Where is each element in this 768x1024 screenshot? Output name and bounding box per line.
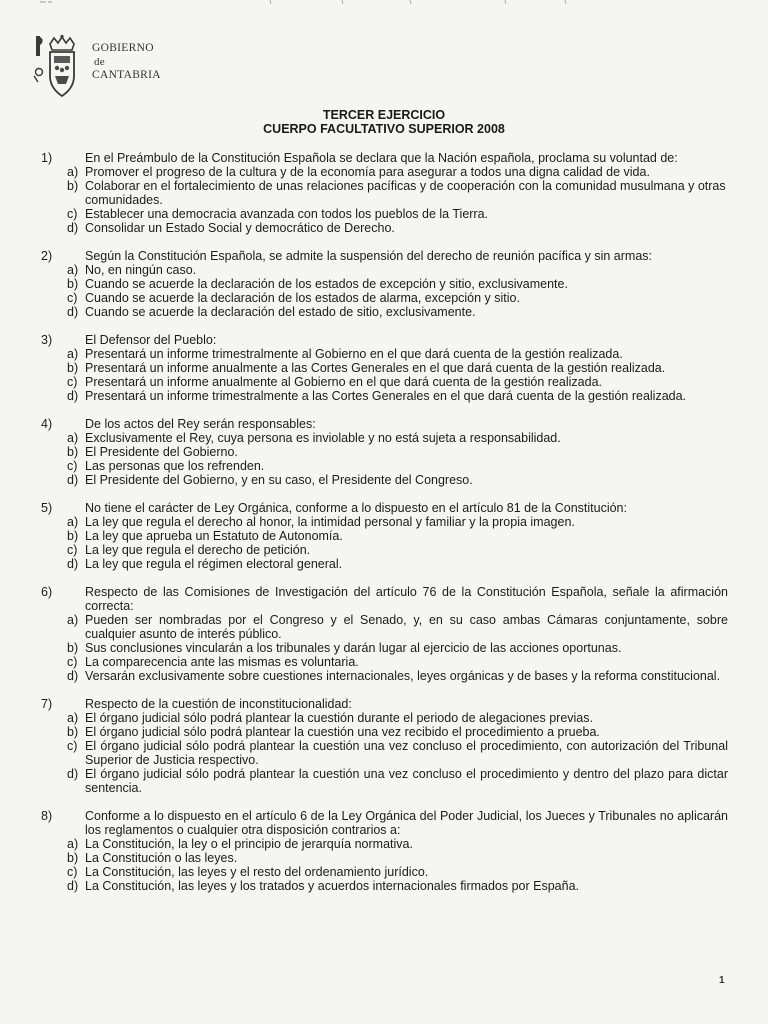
answer-option	[0, 305, 728, 319]
option-letter: c)	[67, 543, 78, 557]
question-item	[0, 151, 768, 235]
option-text: Pueden ser nombradas por el Congreso y el Senado, y, en su caso ambas Cámaras conjuntamente, sobre cualquier asunto de interés público.	[85, 613, 728, 641]
page-subtitle: CUERPO FACULTATIVO SUPERIOR 2008	[263, 122, 505, 136]
option-text: Presentará un informe trimestralmente al Gobierno en el que dará cuenta de la gestión realizada.	[85, 347, 623, 361]
option-text: Consolidar un Estado Social y democrático de Derecho.	[85, 221, 395, 235]
option-text: La ley que regula el derecho de petición.	[85, 543, 311, 557]
option-letter: d)	[67, 305, 79, 319]
answer-option	[0, 389, 728, 403]
option-letter: c)	[67, 739, 78, 753]
question-text: Respecto de las Comisiones de Investigación del artículo 76 de la Constitución Española, señale la afirmación correcta:	[85, 585, 728, 613]
answer-option	[0, 837, 728, 851]
answer-option	[0, 277, 728, 291]
option-letter: a)	[67, 711, 79, 725]
org-line-3: CANTABRIA	[92, 69, 161, 81]
option-letter: a)	[67, 347, 79, 361]
option-letter: b)	[67, 179, 79, 193]
question-text: No tiene el carácter de Ley Orgánica, conforme a lo dispuesto en el artículo 81 de la Constitución:	[85, 501, 627, 515]
page-number: 1	[719, 975, 725, 986]
answer-option	[0, 263, 728, 277]
answer-option	[0, 221, 728, 235]
answer-option	[0, 655, 728, 669]
option-text: Cuando se acuerde la declaración de los estados de alarma, excepción y sitio.	[85, 291, 520, 305]
scan-edge-marks	[0, 0, 768, 8]
option-letter: d)	[67, 557, 79, 571]
option-text: Colaborar en el fortalecimiento de unas relaciones pacíficas y de cooperación con la comunidad musulmana y otras comunidades.	[85, 179, 726, 207]
option-text: Exclusivamente el Rey, cuya persona es inviolable y no está sujeta a responsabilidad.	[85, 431, 561, 445]
option-letter: d)	[67, 389, 79, 403]
question-text: De los actos del Rey serán responsables:	[85, 417, 316, 431]
answer-option	[0, 767, 728, 795]
answer-option	[0, 529, 728, 543]
option-text: El Presidente del Gobierno.	[85, 445, 238, 459]
option-letter: b)	[67, 277, 79, 291]
answer-option	[0, 669, 728, 683]
option-text: La comparecencia ante las mismas es voluntaria.	[85, 655, 359, 669]
option-text: El órgano judicial sólo podrá plantear la cuestión una vez concluso el procedimiento y dentro del plazo para dictar sentencia.	[85, 767, 728, 795]
answer-option	[0, 851, 728, 865]
option-letter: c)	[67, 865, 78, 879]
answer-option	[0, 473, 728, 487]
option-text: Cuando se acuerde la declaración de los estados de excepción y sitio, exclusivamente.	[85, 277, 568, 291]
answer-option	[0, 515, 728, 529]
option-letter: b)	[67, 641, 79, 655]
question-number: 5)	[41, 501, 53, 515]
option-text: La ley que aprueba un Estatuto de Autonomía.	[85, 529, 343, 543]
answer-option	[0, 207, 728, 221]
option-letter: a)	[67, 263, 79, 277]
option-letter: d)	[67, 767, 79, 781]
option-text: Presentará un informe trimestralmente a las Cortes Generales en el que dará cuenta de la gestión realizada.	[85, 389, 687, 403]
question-item	[0, 417, 768, 487]
question-number: 2)	[41, 249, 53, 263]
organization-name	[92, 42, 161, 83]
question-text: El Defensor del Pueblo:	[85, 333, 217, 347]
answer-option	[0, 179, 728, 207]
option-text: El órgano judicial sólo podrá plantear la cuestión durante el periodo de alegaciones previas.	[85, 711, 593, 725]
option-letter: c)	[67, 655, 78, 669]
option-letter: c)	[67, 291, 78, 305]
option-text: La Constitución o las leyes.	[85, 851, 238, 865]
answer-option	[0, 739, 728, 767]
option-text: Cuando se acuerde la declaración del estado de sitio, exclusivamente.	[85, 305, 476, 319]
option-letter: a)	[67, 165, 79, 179]
question-number: 1)	[41, 151, 53, 165]
answer-option	[0, 459, 728, 473]
option-letter: b)	[67, 529, 79, 543]
question-text: Respecto de la cuestión de inconstitucionalidad:	[85, 697, 352, 711]
answer-option	[0, 361, 728, 375]
option-letter: a)	[67, 837, 79, 851]
option-letter: b)	[67, 361, 79, 375]
option-text: Presentará un informe anualmente a las Cortes Generales en el que dará cuenta de la gestión realizada.	[85, 361, 666, 375]
question-item	[0, 501, 768, 571]
question-number: 7)	[41, 697, 53, 711]
option-letter: c)	[67, 207, 78, 221]
answer-option	[0, 347, 728, 361]
option-text: Versarán exclusivamente sobre cuestiones internacionales, leyes orgánicas y de bases y la reforma constitucional.	[85, 669, 721, 683]
answer-option	[0, 879, 728, 893]
org-line-2: de	[94, 55, 105, 68]
option-letter: d)	[67, 473, 79, 487]
page-title: TERCER EJERCICIO	[322, 108, 446, 122]
option-text: Establecer una democracia avanzada con todos los pueblos de la Tierra.	[85, 207, 489, 221]
question-text: Según la Constitución Española, se admite la suspensión del derecho de reunión pacífica y sin armas:	[85, 249, 653, 263]
question-number: 8)	[41, 809, 53, 823]
answer-option	[0, 725, 728, 739]
document-header	[26, 34, 161, 100]
question-text: Conforme a lo dispuesto en el artículo 6 de la Ley Orgánica del Poder Judicial, los Jueces y Tribunales no aplicarán los reglamentos o cualquier otra disposición contrarios a:	[85, 809, 728, 837]
option-text: El Presidente del Gobierno, y en su caso, el Presidente del Congreso.	[85, 473, 473, 487]
question-text: En el Preámbulo de la Constitución Española se declara que la Nación española, proclama su voluntad de:	[85, 151, 678, 165]
option-letter: a)	[67, 613, 79, 627]
question-item	[0, 249, 768, 319]
option-letter: d)	[67, 669, 79, 683]
option-text: La Constitución, las leyes y los tratados y acuerdos internacionales firmados por España.	[85, 879, 580, 893]
option-letter: c)	[67, 375, 78, 389]
option-text: No, en ningún caso.	[85, 263, 197, 277]
question-item	[0, 697, 768, 795]
answer-option	[0, 445, 728, 459]
question-item	[0, 333, 768, 403]
option-letter: b)	[67, 445, 79, 459]
option-letter: b)	[67, 725, 79, 739]
answer-option	[0, 613, 728, 641]
answer-option	[0, 557, 728, 571]
answer-option	[0, 291, 728, 305]
answer-option	[0, 641, 728, 655]
org-line-1: GOBIERNO	[92, 42, 154, 54]
question-number: 6)	[41, 585, 53, 599]
option-letter: b)	[67, 851, 79, 865]
answer-option	[0, 543, 728, 557]
answer-option	[0, 431, 728, 445]
answer-option	[0, 865, 728, 879]
option-letter: a)	[67, 515, 79, 529]
answer-option	[0, 375, 728, 389]
exam-titles	[0, 108, 768, 136]
question-item	[0, 809, 768, 893]
option-letter: d)	[67, 879, 79, 893]
coat-of-arms-icon	[26, 34, 84, 100]
option-text: La Constitución, la ley o el principio de jerarquía normativa.	[85, 837, 413, 851]
question-number: 4)	[41, 417, 53, 431]
option-text: El órgano judicial sólo podrá plantear la cuestión una vez concluso el procedimiento, con autorización del Tribunal Superior de Justicia respectivo.	[85, 739, 728, 767]
option-text: Promover el progreso de la cultura y de la economía para asegurar a todos una digna calidad de vida.	[85, 165, 650, 179]
option-letter: a)	[67, 431, 79, 445]
answer-option	[0, 165, 728, 179]
question-list	[0, 151, 768, 907]
option-text: La Constitución, las leyes y el resto del ordenamiento jurídico.	[85, 865, 429, 879]
option-text: Sus conclusiones vincularán a los tribunales y darán lugar al ejercicio de las acciones oportunas.	[85, 641, 622, 655]
option-text: Las personas que los refrenden.	[85, 459, 265, 473]
answer-option	[0, 711, 728, 725]
option-text: El órgano judicial sólo podrá plantear la cuestión una vez recibido el procedimiento a prueba.	[85, 725, 600, 739]
question-item	[0, 585, 768, 683]
option-text: Presentará un informe anualmente al Gobierno en el que dará cuenta de la gestión realizada.	[85, 375, 603, 389]
option-letter: c)	[67, 459, 78, 473]
option-letter: d)	[67, 221, 79, 235]
question-number: 3)	[41, 333, 53, 347]
option-text: La ley que regula el régimen electoral general.	[85, 557, 343, 571]
option-text: La ley que regula el derecho al honor, la intimidad personal y familiar y la propia imagen.	[85, 515, 575, 529]
